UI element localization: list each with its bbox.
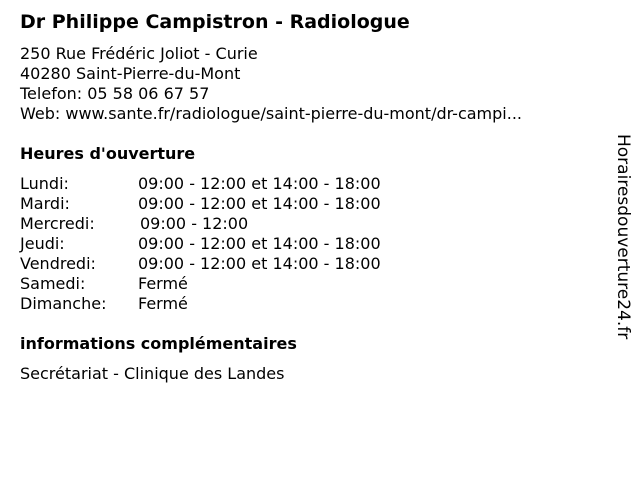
address-street: 250 Rue Frédéric Joliot - Curie	[20, 44, 258, 63]
time-value: Fermé	[138, 294, 188, 313]
day-label: Mercredi:	[20, 214, 95, 233]
additional-info-heading: informations complémentaires	[20, 334, 297, 353]
day-label: Dimanche:	[20, 294, 107, 313]
time-value: 09:00 - 12:00 et 14:00 - 18:00	[138, 234, 381, 253]
website-link: Web: www.sante.fr/radiologue/saint-pierre-du-mont/dr-campi...	[20, 104, 522, 123]
contact-block	[20, 44, 522, 124]
time-value: 09:00 - 12:00 et 14:00 - 18:00	[138, 174, 381, 193]
opening-hours-heading: Heures d'ouverture	[20, 144, 196, 163]
time-value: Fermé	[138, 274, 188, 293]
day-label: Jeudi:	[20, 234, 65, 253]
page-title: Dr Philippe Campistron - Radiologue	[20, 11, 410, 33]
time-value: 09:00 - 12:00 et 14:00 - 18:00	[138, 254, 381, 273]
time-value: 09:00 - 12:00 et 14:00 - 18:00	[138, 194, 381, 213]
day-label: Mardi:	[20, 194, 70, 213]
day-label: Lundi:	[20, 174, 69, 193]
phone-number: Telefon: 05 58 06 67 57	[20, 84, 210, 103]
time-value: 09:00 - 12:00	[140, 214, 249, 233]
site-watermark: Horairesdouverture24.fr	[613, 134, 633, 340]
additional-info-text: Secrétariat - Clinique des Landes	[20, 364, 285, 383]
address-city: 40280 Saint-Pierre-du-Mont	[20, 64, 241, 83]
day-label: Samedi:	[20, 274, 86, 293]
day-label: Vendredi:	[20, 254, 96, 273]
